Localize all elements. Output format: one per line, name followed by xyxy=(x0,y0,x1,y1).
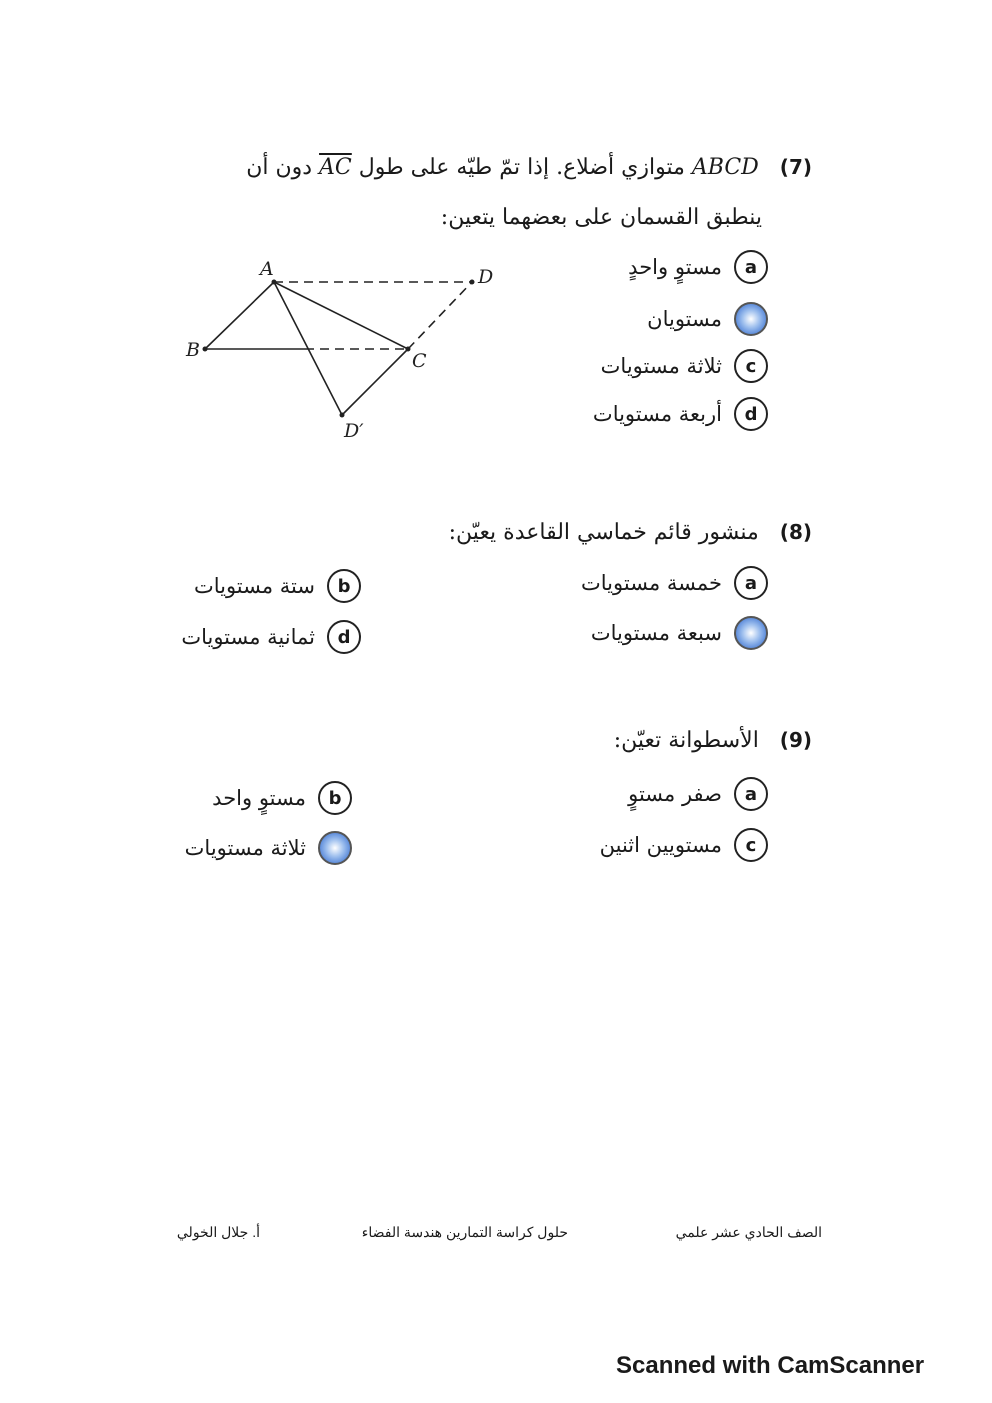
q9-option-d-text: ثلاثة مستويات xyxy=(184,836,306,860)
q7-option-d[interactable] xyxy=(593,397,768,431)
q8-option-b-text: ستة مستويات xyxy=(193,574,315,598)
q7-text-post: دون أن xyxy=(246,155,313,180)
q7-number: (7) xyxy=(779,155,812,179)
q8-option-a-marker: a xyxy=(734,566,768,600)
label-d: D xyxy=(478,266,494,288)
footer-title: حلول كراسة التمارين هندسة الفضاء xyxy=(361,1224,568,1240)
q7-option-c[interactable] xyxy=(601,349,768,383)
q9-option-a-text: صفر مستوٍ xyxy=(628,782,722,806)
q7-option-c-text: ثلاثة مستويات xyxy=(600,354,722,378)
edge-cd-dashed xyxy=(408,282,472,349)
q7-line1 xyxy=(246,155,812,180)
q8-option-c[interactable] xyxy=(591,616,768,650)
q7-option-b-marker-selected xyxy=(734,302,768,336)
label-b: B xyxy=(186,339,200,361)
q9-option-c-text: مستويين اثنين xyxy=(599,833,722,857)
q7-abcd: ABCD xyxy=(691,155,759,180)
q8-option-a[interactable] xyxy=(581,566,768,600)
q9-option-b[interactable] xyxy=(212,781,352,815)
camscanner-watermark: Scanned with CamScanner xyxy=(616,1352,925,1379)
footer-class: الصف الحادي عشر علمي xyxy=(675,1224,822,1240)
q7-figure xyxy=(180,255,510,450)
q9-option-b-text: مستوٍ واحد xyxy=(212,786,306,810)
q7-line2: ينطبق القسمان على بعضهما يتعين: xyxy=(440,205,762,230)
q8-text: منشور قائم خماسي القاعدة يعيّن: xyxy=(448,520,759,545)
q8-option-d-text: ثمانية مستويات xyxy=(181,625,315,649)
q9-option-c-marker: c xyxy=(734,828,768,862)
q9-line xyxy=(614,728,812,753)
q8-line xyxy=(449,520,812,545)
footer-author: أ. جلال الخولي xyxy=(176,1224,260,1240)
q9-option-d-marker-selected xyxy=(318,831,352,865)
q7-option-d-text: أربعة مستويات xyxy=(592,402,722,426)
q7-segment-ac: AC xyxy=(319,155,352,180)
q7-option-a-marker: a xyxy=(734,250,768,284)
q9-option-d[interactable] xyxy=(185,831,352,865)
q9-option-b-marker: b xyxy=(318,781,352,815)
q7-option-c-marker: c xyxy=(734,349,768,383)
q7-text-mid: متوازي أضلاع. إذا تمّ طيّه على طول xyxy=(358,155,685,180)
q8-option-d[interactable] xyxy=(181,620,361,654)
q9-number: (9) xyxy=(779,728,812,752)
label-c: C xyxy=(412,350,427,372)
q7-option-a[interactable] xyxy=(628,250,768,284)
q8-option-b-marker: b xyxy=(327,569,361,603)
q9-option-c[interactable] xyxy=(600,828,768,862)
edge-ac xyxy=(274,282,408,349)
q9-option-a[interactable] xyxy=(628,777,768,811)
label-d-prime: D′ xyxy=(344,420,364,442)
q8-number: (8) xyxy=(779,520,812,544)
q7-option-b[interactable] xyxy=(647,302,768,336)
label-a: A xyxy=(260,258,274,280)
q7-option-d-marker: d xyxy=(734,397,768,431)
q9-option-a-marker: a xyxy=(734,777,768,811)
q8-option-c-text: سبعة مستويات xyxy=(590,621,722,645)
q7-option-b-text: مستويان xyxy=(647,307,722,331)
q7-option-a-text: مستوٍ واحدٍ xyxy=(628,255,722,279)
q8-option-c-marker-selected xyxy=(734,616,768,650)
q8-option-a-text: خمسة مستويات xyxy=(581,571,722,595)
q8-option-d-marker: d xyxy=(327,620,361,654)
q8-option-b[interactable] xyxy=(194,569,361,603)
edge-ab xyxy=(205,282,274,349)
q9-text: الأسطوانة تعيّن: xyxy=(613,728,759,753)
edge-cdp xyxy=(342,349,408,415)
